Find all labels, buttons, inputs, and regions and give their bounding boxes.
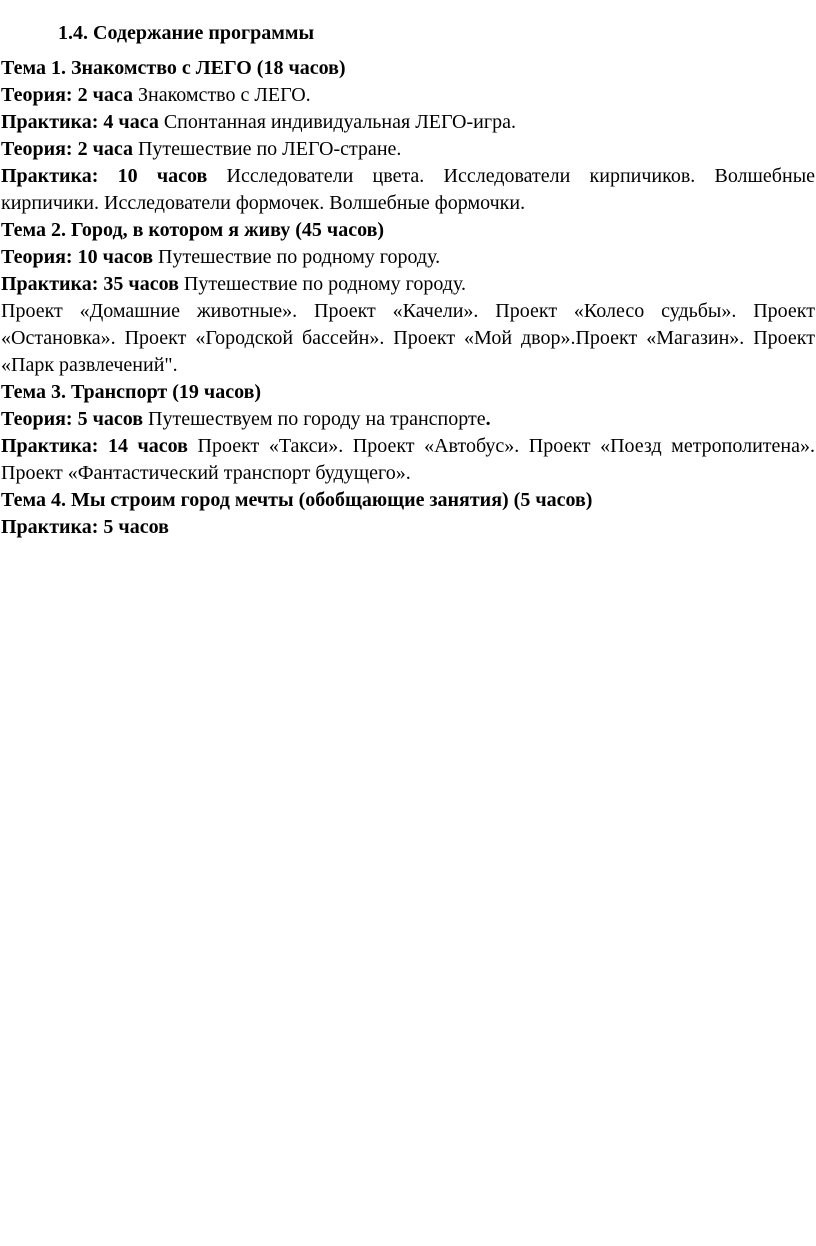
practice-text: Путешествие по родному городу. xyxy=(178,273,466,295)
topic-2-heading xyxy=(1,217,815,244)
document-content xyxy=(1,20,815,541)
topic-1-theory-2 xyxy=(1,136,815,163)
projects-text: Проект «Домашние животные». Проект «Качели». Проект «Колесо судьбы». Проект «Остановка». Проект «Городской бассейн». Проект «Мой двор».Проект «Магазин». Проект «Парк развлечений". xyxy=(1,300,815,376)
section-heading: 1.4. Содержание программы xyxy=(58,22,315,44)
topic-1-practice-2 xyxy=(1,163,815,217)
topic-3-heading xyxy=(1,379,815,406)
topic-3-practice xyxy=(1,433,815,487)
theory-label: Теория: 2 часа xyxy=(1,84,133,106)
theory-text: Путешествие по ЛЕГО-стране. xyxy=(132,138,402,160)
practice-label: Практика: 5 часов xyxy=(1,516,169,538)
practice-label: Практика: 4 часа xyxy=(1,111,159,133)
topic-4-title: Тема 4. Мы строим город мечты (обобщающие занятия) (5 часов) xyxy=(1,489,593,511)
topic-1-heading xyxy=(1,55,815,82)
practice-text: Проект «Такси». Проект «Автобус». Проект «Поезд метрополитена». Проект «Фантастический транспорт будущего». xyxy=(1,435,815,484)
theory-tail: . xyxy=(485,408,491,430)
topic-4-heading xyxy=(1,487,815,514)
topic-4-practice xyxy=(1,514,815,541)
theory-label: Теория: 10 часов xyxy=(1,246,154,268)
theory-label: Теория: 5 часов xyxy=(1,408,144,430)
topic-1-theory-1 xyxy=(1,82,815,109)
topic-2-title: Тема 2. Город, в котором я живу (45 часов) xyxy=(1,219,385,241)
theory-text: Знакомство с ЛЕГО. xyxy=(132,84,311,106)
practice-text: Спонтанная индивидуальная ЛЕГО-игра. xyxy=(158,111,516,133)
theory-text: Путешествуем по городу на транспорте xyxy=(143,408,486,430)
topic-3-theory xyxy=(1,406,815,433)
theory-label: Теория: 2 часа xyxy=(1,138,133,160)
practice-label: Практика: 35 часов xyxy=(1,273,179,295)
practice-label: Практика: 14 часов xyxy=(1,435,188,457)
practice-label: Практика: 10 часов xyxy=(1,165,208,187)
topic-3-title: Тема 3. Транспорт (19 часов) xyxy=(1,381,262,403)
theory-text: Путешествие по родному городу. xyxy=(153,246,441,268)
topic-2-practice xyxy=(1,271,815,298)
topic-2-projects xyxy=(1,298,815,379)
topic-1-practice-1 xyxy=(1,109,815,136)
topic-2-theory xyxy=(1,244,815,271)
topic-1-title: Тема 1. Знакомство с ЛЕГО (18 часов) xyxy=(1,57,346,79)
practice-text: Исследователи цвета. Исследователи кирпичиков. Волшебные кирпичики. Исследователи формочек. Волшебные формочки. xyxy=(1,165,816,214)
